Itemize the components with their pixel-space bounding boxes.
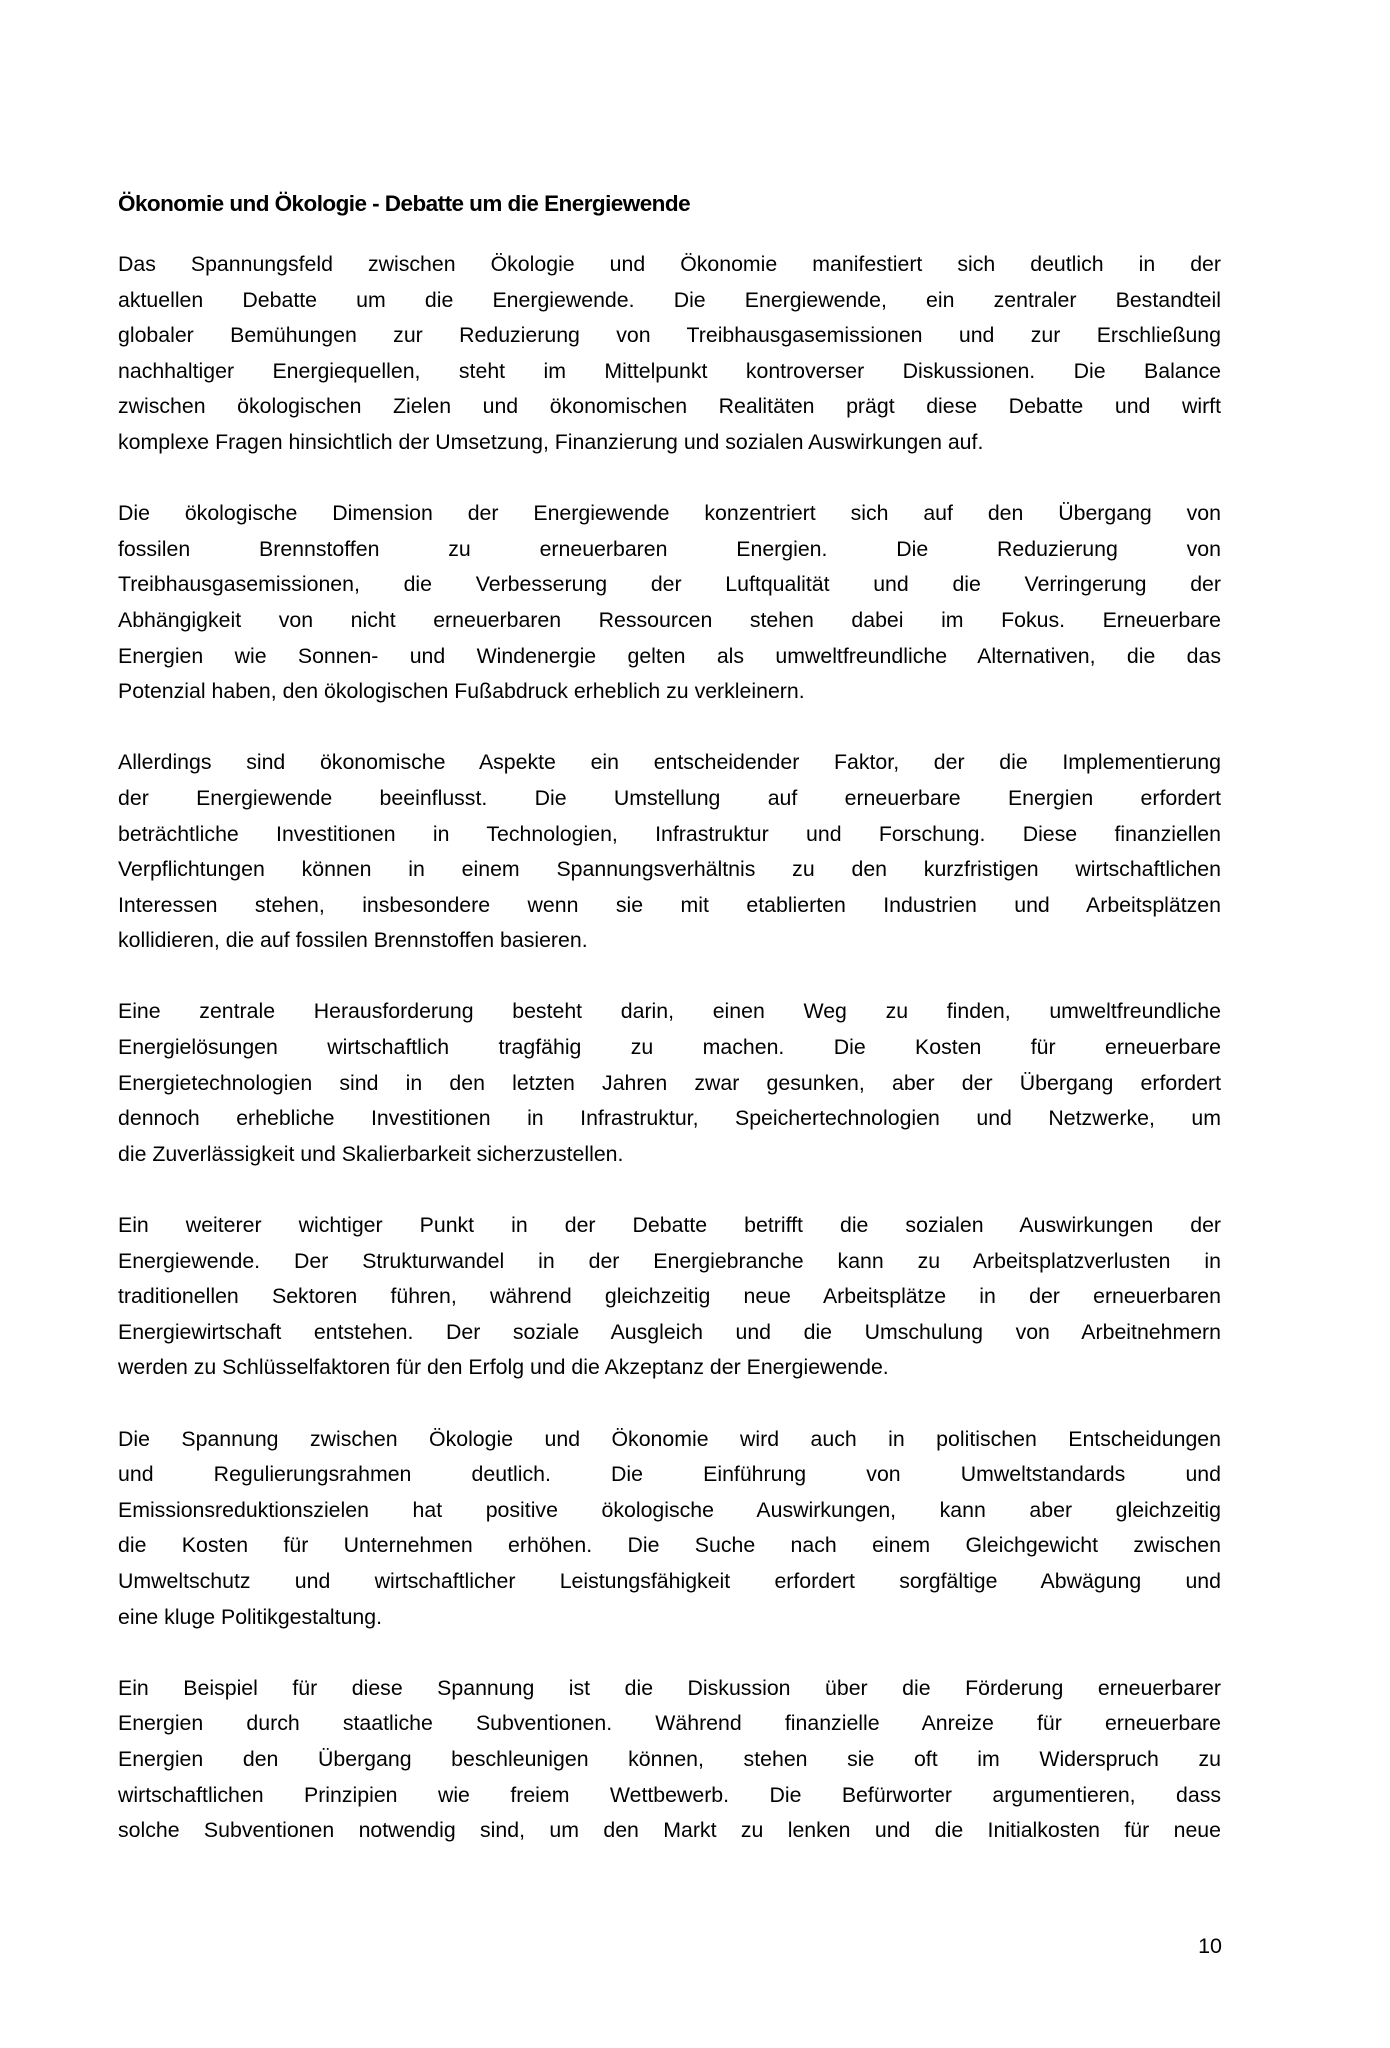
text-line: die Kosten für Unternehmen erhöhen. Die Suche nach einem Gleichgewicht zwischen	[118, 1533, 1221, 1558]
text-line: Energiewirtschaft entstehen. Der soziale Ausgleich und die Umschulung von Arbeitnehmern	[118, 1319, 1221, 1344]
text-line: Energietechnologien sind in den letzten Jahren zwar gesunken, aber der Übergang erfordert	[118, 1070, 1221, 1095]
paragraph	[118, 745, 1221, 959]
text-line: dennoch erhebliche Investitionen in Infrastruktur, Speichertechnologien und Netzwerke, um	[118, 1106, 1221, 1131]
text-line: Energiewende. Der Strukturwandel in der Energiebranche kann zu Arbeitsplatzverlusten in	[118, 1248, 1221, 1273]
text-line: eine kluge Politikgestaltung.	[118, 1604, 383, 1629]
text-line: Energien wie Sonnen- und Windenergie gelten als umweltfreundliche Alternativen, die das	[118, 643, 1221, 668]
text-line: fossilen Brennstoffen zu erneuerbaren Energien. Die Reduzierung von	[118, 536, 1221, 561]
paragraph	[118, 1208, 1221, 1386]
text-line: der Energiewende beeinflusst. Die Umstellung auf erneuerbare Energien erfordert	[118, 785, 1221, 810]
paragraph	[118, 496, 1221, 710]
text-line: Energien durch staatliche Subventionen. Während finanzielle Anreize für erneuerbare	[118, 1711, 1221, 1736]
text-line: und Regulierungsrahmen deutlich. Die Einführung von Umweltstandards und	[118, 1462, 1221, 1487]
text-line: Abhängigkeit von nicht erneuerbaren Ressourcen stehen dabei im Fokus. Erneuerbare	[118, 607, 1221, 632]
text-line: werden zu Schlüsselfaktoren für den Erfolg und die Akzeptanz der Energiewende.	[118, 1355, 889, 1380]
paragraph	[118, 1422, 1221, 1636]
text-line: Die Spannung zwischen Ökologie und Ökonomie wird auch in politischen Entscheidungen	[118, 1426, 1221, 1451]
section-heading: Ökonomie und Ökologie - Debatte um die Energiewende	[118, 191, 691, 216]
text-line: Umweltschutz und wirtschaftlicher Leistungsfähigkeit erfordert sorgfältige Abwägung und	[118, 1568, 1221, 1593]
text-line: Ein Beispiel für diese Spannung ist die Diskussion über die Förderung erneuerbarer	[118, 1675, 1221, 1700]
body-text	[118, 247, 1221, 1884]
text-line: zwischen ökologischen Zielen und ökonomischen Realitäten prägt diese Debatte und wirft	[118, 394, 1221, 419]
text-line: globaler Bemühungen zur Reduzierung von Treibhausgasemissionen und zur Erschließung	[118, 323, 1221, 348]
text-line: Das Spannungsfeld zwischen Ökologie und Ökonomie manifestiert sich deutlich in der	[118, 252, 1221, 276]
page-number: 10	[1198, 1934, 1222, 1958]
text-line: Potenzial haben, den ökologischen Fußabdruck erheblich zu verkleinern.	[118, 679, 805, 704]
text-line: aktuellen Debatte um die Energiewende. Die Energiewende, ein zentraler Bestandteil	[118, 287, 1221, 312]
text-line: traditionellen Sektoren führen, während gleichzeitig neue Arbeitsplätze in der erneuerbaren	[118, 1284, 1221, 1309]
text-line: Ein weiterer wichtiger Punkt in der Debatte betrifft die sozialen Auswirkungen der	[118, 1213, 1221, 1238]
text-line: nachhaltiger Energiequellen, steht im Mittelpunkt kontroverser Diskussionen. Die Balance	[118, 358, 1221, 383]
text-line: Allerdings sind ökonomische Aspekte ein entscheidender Faktor, der die Implementierung	[118, 750, 1221, 775]
text-line: komplexe Fragen hinsichtlich der Umsetzung, Finanzierung und sozialen Auswirkungen auf.	[118, 429, 984, 454]
text-line: kollidieren, die auf fossilen Brennstoffen basieren.	[118, 928, 588, 953]
text-line: Die ökologische Dimension der Energiewende konzentriert sich auf den Übergang von	[118, 501, 1221, 526]
paragraph	[118, 994, 1221, 1172]
paragraph	[118, 247, 1221, 461]
text-line: beträchtliche Investitionen in Technologien, Infrastruktur und Forschung. Diese finanziellen	[118, 821, 1221, 846]
text-line: Emissionsreduktionszielen hat positive ökologische Auswirkungen, kann aber gleichzeitig	[118, 1497, 1221, 1522]
text-line: Treibhausgasemissionen, die Verbesserung der Luftqualität und die Verringerung der	[118, 572, 1221, 597]
text-line: die Zuverlässigkeit und Skalierbarkeit sicherzustellen.	[118, 1141, 624, 1166]
paragraph	[118, 1671, 1221, 1849]
text-line: Verpflichtungen können in einem Spannungsverhältnis zu den kurzfristigen wirtschaftlichen	[118, 857, 1221, 882]
text-line: Eine zentrale Herausforderung besteht darin, einen Weg zu finden, umweltfreundliche	[118, 999, 1221, 1024]
text-line: wirtschaftlichen Prinzipien wie freiem Wettbewerb. Die Befürworter argumentieren, dass	[118, 1782, 1221, 1807]
text-line: Energien den Übergang beschleunigen können, stehen sie oft im Widerspruch zu	[118, 1746, 1221, 1771]
text-line: Energielösungen wirtschaftlich tragfähig zu machen. Die Kosten für erneuerbare	[118, 1035, 1221, 1060]
text-line: solche Subventionen notwendig sind, um den Markt zu lenken und die Initialkosten für neue	[118, 1818, 1221, 1843]
text-line: Interessen stehen, insbesondere wenn sie mit etablierten Industrien und Arbeitsplätzen	[118, 892, 1221, 917]
